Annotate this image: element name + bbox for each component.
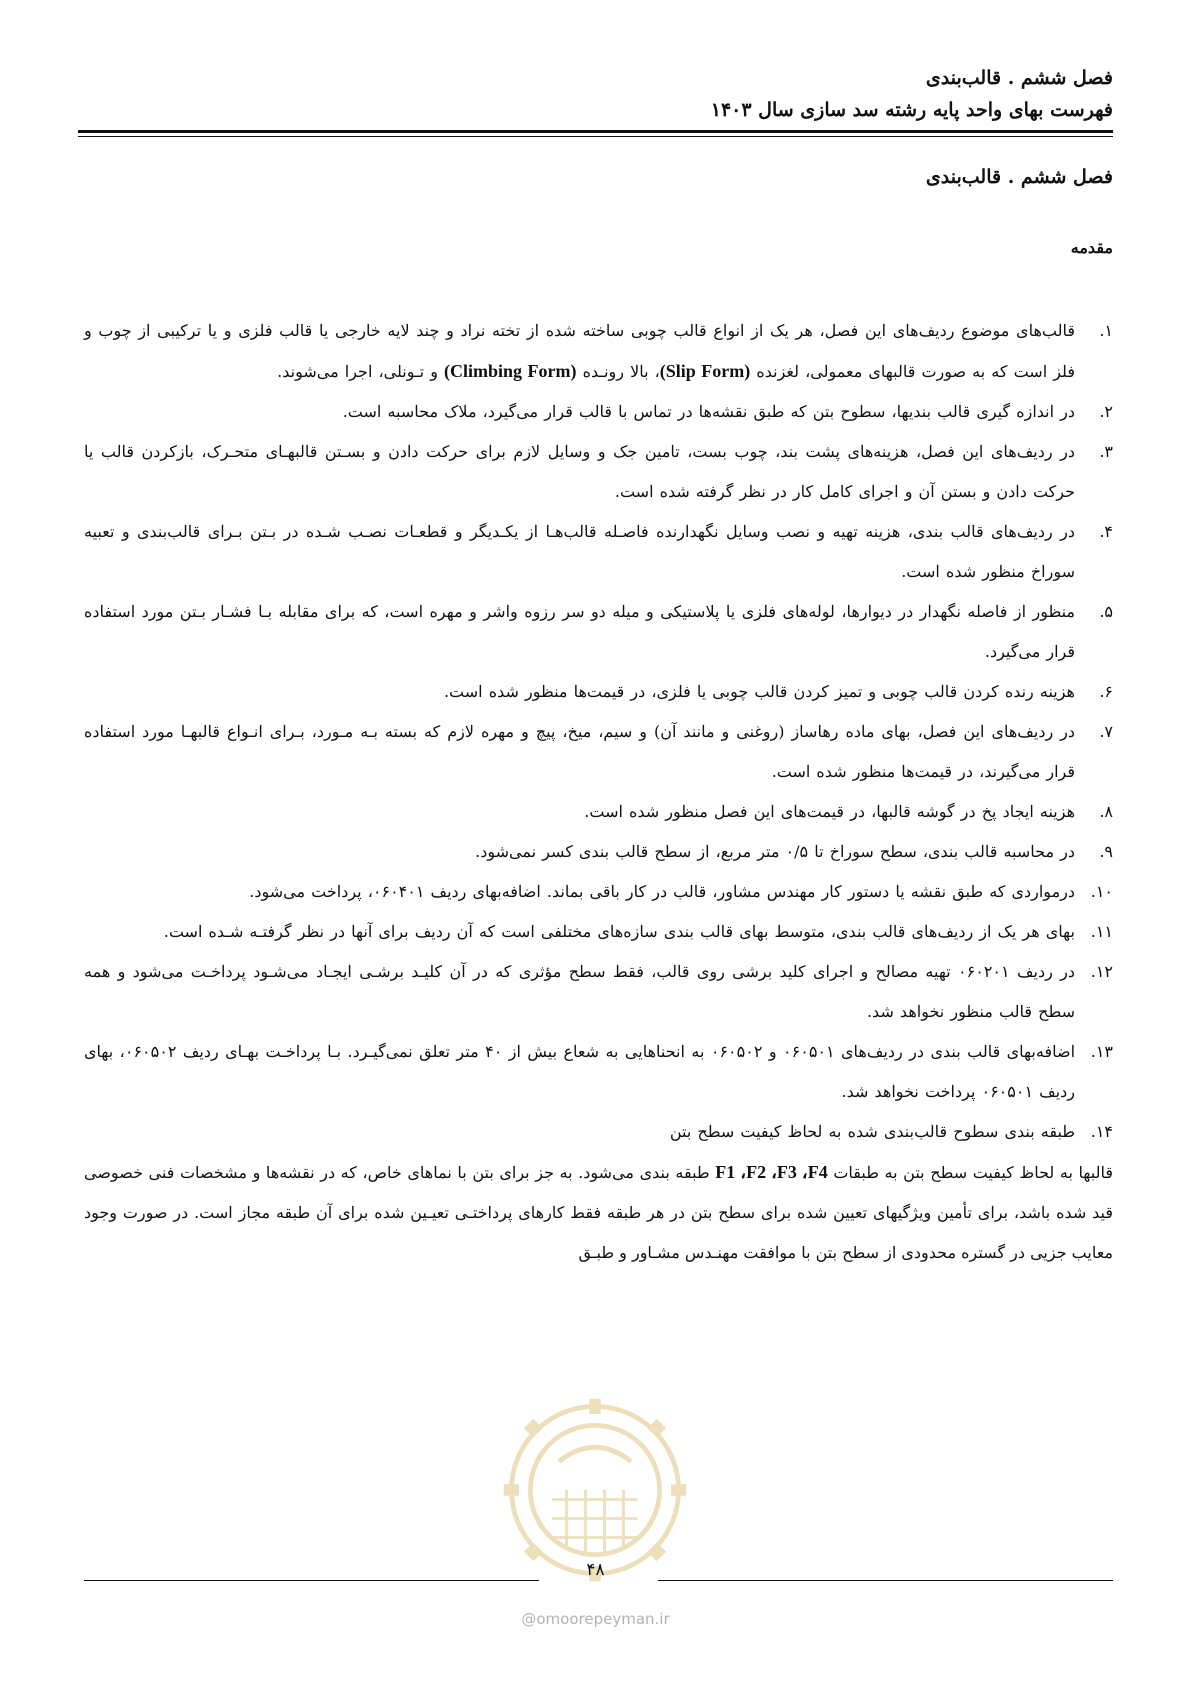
list-item-number: ۶.: [1099, 682, 1113, 701]
list-item: [84, 311, 1113, 392]
footer-rule-right: [658, 1580, 1113, 1581]
publisher-seal-icon: [500, 1395, 690, 1585]
list-item: [84, 592, 1113, 672]
list-item-text: در محاسبه قالب بندی، سطح سوراخ تا ۰/۵ متر مربع، از سطح قالب بندی کسر نمی‌شود.: [475, 842, 1075, 861]
list-item-number: ۲.: [1099, 402, 1113, 421]
running-header: [78, 62, 1113, 126]
list-item-number: ۹.: [1099, 842, 1113, 861]
header-rule-thick: [78, 130, 1113, 133]
watermark-text: @omoorepeyman.ir: [521, 1610, 670, 1628]
list-item-number: ۱۱.: [1090, 922, 1113, 941]
list-item: [84, 952, 1113, 1032]
list-item-text: بهای هر یک از ردیف‌های قالب بندی، متوسط بهای قالب بندی سازه‌های مختلفی است که آن ردیف برای آنها در نظر گرفتـه شـده است.: [163, 922, 1075, 941]
list-item-number: ۱۲.: [1090, 962, 1113, 981]
list-item: [84, 712, 1113, 792]
list-item-number: ۱.: [1099, 321, 1113, 340]
list-item-text: در ردیف ۰۶۰۲۰۱ تهیه مصالح و اجرای کلید برشی روی قالب، فقط سطح مؤثری که در آن کلیـد برشـی ایجـاد می‌شـود پرداخـت می‌شود و همه سطح قالب منظور نخواهد شد.: [84, 962, 1076, 1021]
list-item-text: منظور از فاصله نگهدار در دیوارها، لوله‌های فلزی یا پلاستیکی و میله دو سر رزوه واشر و مهره است، که برای مقابله بـا فشـار بـتن مورد استفاده قرار می‌گیرد.: [84, 602, 1075, 661]
list-item-text: اضافه‌بهای قالب بندی در ردیف‌های ۰۶۰۵۰۱ و ۰۶۰۵۰۲ به انحناهایی به شعاع بیش از ۴۰ متر تعلق نمی‌گیـرد. بـا پرداخـت بهـای ردیف ۰۶۰۵۰۲، بهای ردیف ۰۶۰۵۰۱ پرداخت نخواهد شد.: [84, 1042, 1076, 1101]
header-chapter-line: فصل ششم . قالب‌بندی: [925, 67, 1113, 89]
list-item-number: ۷.: [1099, 722, 1113, 741]
body-text: [84, 311, 1113, 1273]
list-item-number: ۵.: [1099, 602, 1113, 621]
list-item-number: ۱۴.: [1090, 1122, 1113, 1141]
list-item: [84, 912, 1113, 952]
list-item: [84, 832, 1113, 872]
header-document-line: فهرست بهای واحد پایه رشته سد سازی سال ۱۴۰۳: [710, 99, 1113, 121]
list-item-text: در اندازه گیری قالب بندیها، سطوح بتن که طبق نقشه‌ها در تماس با قالب قرار می‌گیرد، ملاک محاسبه است.: [342, 402, 1075, 421]
list-item-text-part: قالب‌های موضوع ردیف‌های این فصل، هر یک از انواع قالب چوبی ساخته شده از تخته نراد و چند لایه خارجی یا قالب فلزی و یا ترکیبی از چوب و فلز است که به صورت قالبهای معمولی، لغزنده: [84, 321, 1075, 381]
list-item: [84, 392, 1113, 432]
list-item: [84, 512, 1113, 592]
list-item-text-part: و تـونلی، اجرا می‌شوند.: [277, 362, 445, 381]
page-number: ۴۸: [586, 1560, 605, 1580]
closing-paragraph-part: قالبها به لحاظ کیفیت سطح بتن به طبقات: [827, 1163, 1113, 1182]
list-item: [84, 1032, 1113, 1112]
chapter-title: فصل ششم . قالب‌بندی: [925, 166, 1113, 188]
list-item: [84, 672, 1113, 712]
footer-rule-left: [84, 1580, 539, 1581]
list-item-text: هزینه رنده کردن قالب چوبی و تمیز کردن قالب چوبی یا فلزی، در قیمت‌ها منظور شده است.: [443, 682, 1075, 701]
closing-paragraph-part: طبقه بندی می‌شود. به جز برای بتن با نماهای خاص، که در نقشه‌ها و مشخصات فنی خصوصی قید شده باشد، برای تأمین ویژگیهای تعیین شده برای سطح بتن در هر طبقه فقط کارهای پرداختـی تعیـین شده برای آن طبقه مجاز است. در صورت وجود معایب جزیی در گستره محدودی از سطح بتن با موافقت مهنـدس مشـاور و طبـق: [84, 1163, 1113, 1262]
list-item: [84, 872, 1113, 912]
slip-form-term: (Slip Form): [659, 361, 751, 381]
section-heading-intro: مقدمه: [1070, 238, 1113, 257]
list-item-text: در ردیف‌های این فصل، بهای ماده رهاساز (روغنی و مانند آن) و سیم، میخ، پیچ و مهره لازم که بسته بـه مـورد، بـرای انـواع قالبهـا مورد استفاده قرار می‌گیرند، در قیمت‌ها منظور شده است.: [84, 722, 1075, 781]
list-item-text: [84, 311, 1075, 392]
closing-paragraph: [84, 1152, 1113, 1273]
list-item-text: در ردیف‌های قالب بندی، هزینه تهیه و نصب وسایل نگهدارنده فاصـله قالب‌هـا از یکـدیگر و قطعـات نصـب شـده در بـتن بـرای قالب‌بندی و تعبیه سوراخ منظور شده است.: [84, 522, 1075, 581]
list-item-text: طبقه بندی سطوح قالب‌بندی شده به لحاظ کیفیت سطح بتن: [669, 1122, 1075, 1141]
list-item-number: ۴.: [1099, 522, 1113, 541]
list-item: [84, 1112, 1113, 1152]
list-item: [84, 792, 1113, 832]
list-item-text: هزینه ایجاد پخ در گوشه قالبها، در قیمت‌های این فصل منظور شده است.: [584, 802, 1075, 821]
header-rule-thin: [78, 136, 1113, 137]
list-item-number: ۱۳.: [1090, 1042, 1113, 1061]
list-item-text: درمواردی که طبق نقشه یا دستور کار مهندس مشاور، قالب در کار باقی بماند. اضافه‌بهای ردیف ۰۶۰۴۰۱، پرداخت می‌شود.: [249, 882, 1075, 901]
climbing-form-term: (Climbing Form): [444, 361, 577, 381]
surface-class-list: F1 ،F2 ،F3 ،F4: [715, 1162, 828, 1182]
list-item-text: در ردیف‌های این فصل، هزینه‌های پشت بند، چوب بست، تامین جک و وسایل لازم برای حرکت دادن و بسـتن قالبهـای متحـرک، بازکردن قالب یا حرکت دادن و بستن آن و اجرای کامل کار در نظر گرفته شده است.: [84, 442, 1075, 501]
list-item-number: ۱۰.: [1090, 882, 1113, 901]
list-item-number: ۳.: [1099, 442, 1113, 461]
list-item-text-part: ، بالا رونـده: [576, 362, 660, 381]
list-item: [84, 432, 1113, 512]
list-item-number: ۸.: [1099, 802, 1113, 821]
